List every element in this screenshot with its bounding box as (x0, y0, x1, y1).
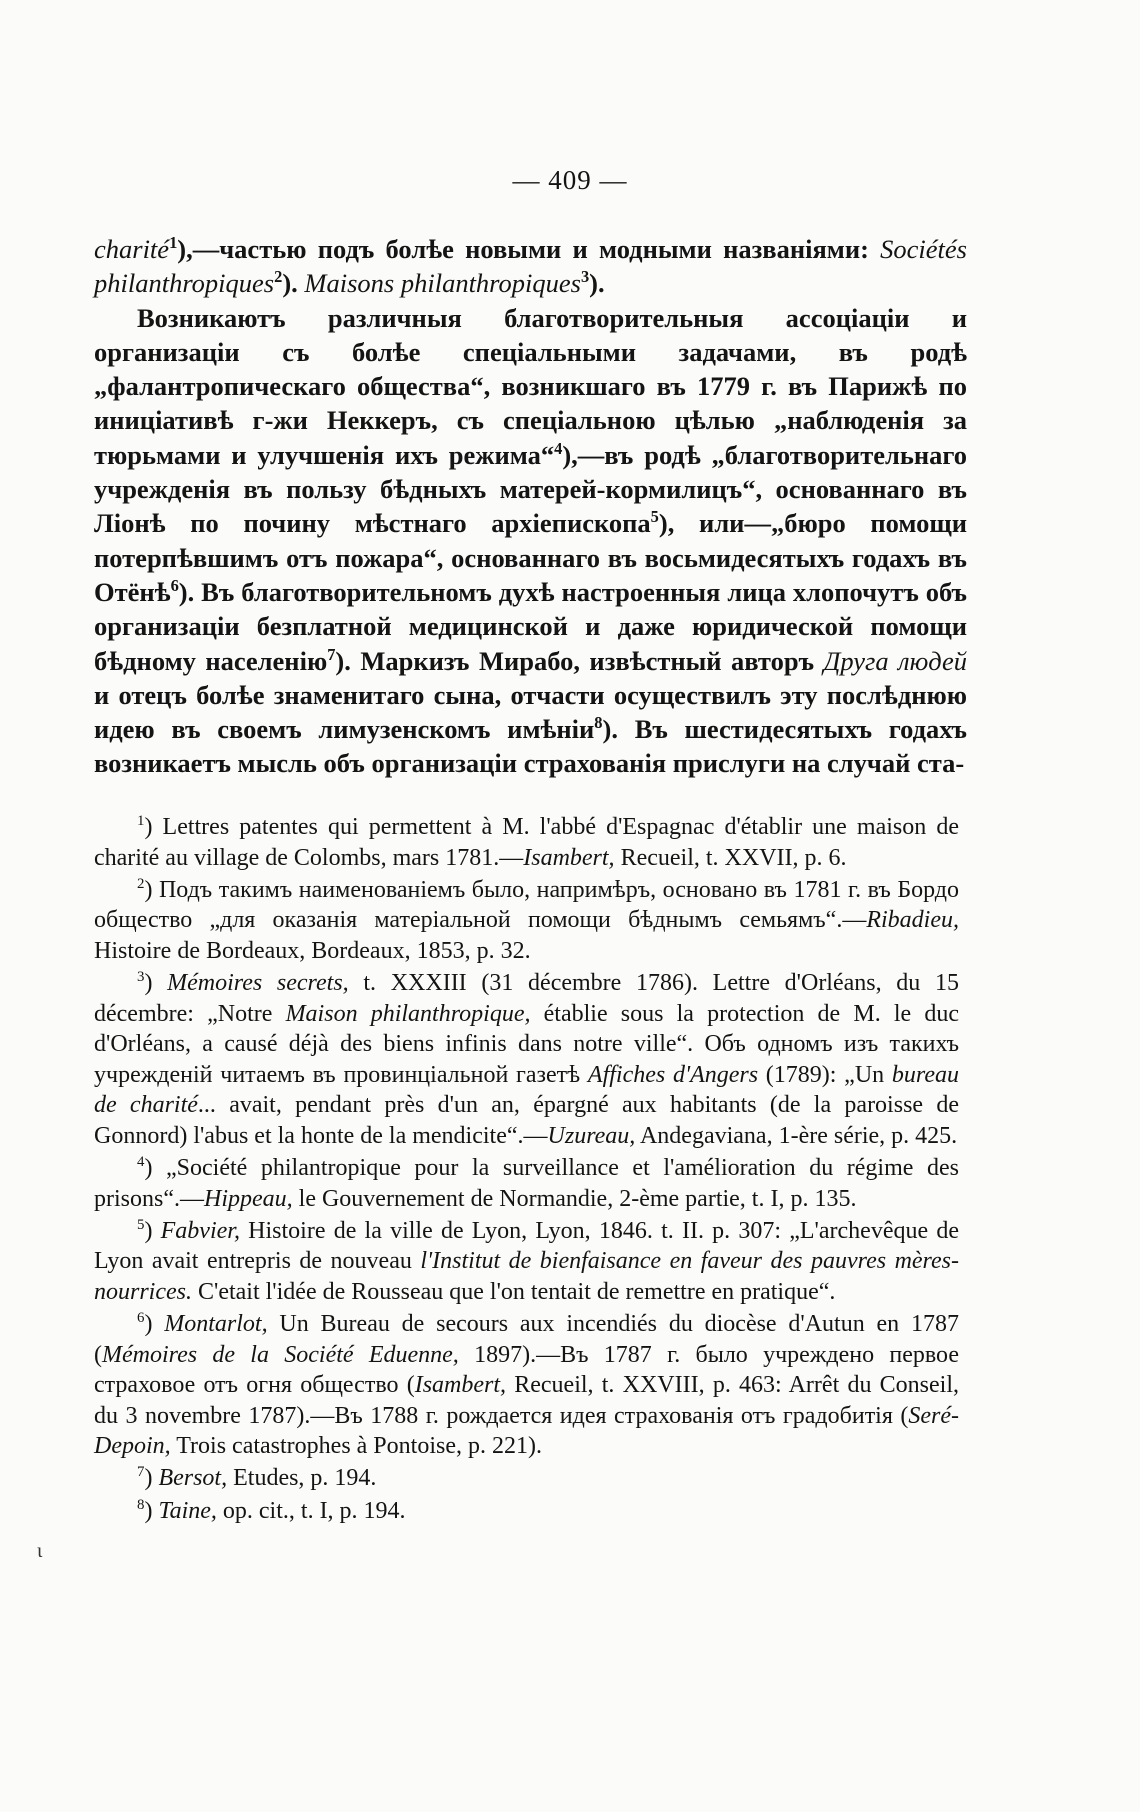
footnote-4: $^4$) „Société philantropique pour la surveillance et l'amélioration du régime des prisons“.—Hippeau, le Gouvernement de Normandie, 2-ème partie, t. I, p. 135. (94, 1154, 959, 1212)
footnote-1: $^1$) Lettres patentes qui permettent à M. l'abbé d'Espagnac d'établir une maison de charité au village de Colombs, mars 1781.—Isambert, Recueil, t. XXVII, p. 6. (94, 813, 959, 871)
footnote-ref: 5 (650, 507, 659, 527)
footnote-ref: 3 (580, 267, 590, 287)
main-text (94, 232, 967, 781)
paragraph-continued: charité$^1$),—частью подъ болѣе новыми и модными названіями: Sociétés philanthropiques$^2$). Maisons philanthropiques$^3$). (94, 233, 967, 299)
footnote-7: $^7$) Bersot, Etudes, p. 194. (137, 1464, 377, 1492)
footnote-8: $^8$) Taine, op. cit., t. I, p. 194. (137, 1496, 406, 1524)
footnote-3: $^3$) Mémoires secrets, t. XXXIII (31 décembre 1786). Lettre d'Orléans, du 15 décembre: „Notre Maison philanthropique, établie sous la protection de M. le duc d'Orléans, a causé déjà des biens infinis dans notre ville“. Объ одномъ изъ такихъ учрежденій читаемъ въ провинціальной газетѣ Affiches d'Angers (1789): „Un bureau de charité... avait, pendant près d'un an, épargné aux habitants (de la paroisse de Gonnord) l'abus et la honte de la mendicite“.—Uzureau, Andegaviana, 1-ère série, p. 425. (94, 968, 960, 1149)
footnote-ref: 2 (274, 267, 283, 287)
footnote-5: $^5$) Fabvier, Histoire de la ville de Lyon, Lyon, 1846. t. II. p. 307: „L'archevêque de Lyon avait entrepris de nouveau l'Institut de bienfaisance en faveur des pauvres mères-nourrices. C'etait l'idée de Rousseau que l'on tentait de remettre en pratique“. (94, 1216, 959, 1305)
footnote-ref: 8 (594, 713, 603, 733)
footnote-6: $^6$) Montarlot, Un Bureau de secours aux incendiés du diocèse d'Autun en 1787 (Mémoires de la Société Eduenne, 1897).—Въ 1787 г. было учреждено первое страховое отъ огня общество (Isambert, Recueil, t. XXVIII, p. 463: Arrêt du Conseil, du 3 novembre 1787).—Въ 1788 г. рождается идея страхованія отъ градобитія (Seré-Depoin, Trois catastrophes à Pontoise, p. 221). (94, 1310, 959, 1460)
paragraph: Возникаютъ различныя благотворительныя ассоціаціи и организаціи съ болѣе спеціальными задачами, въ родѣ „фалантропическаго общества“, возникшаго въ 1779 г. въ Парижѣ по иниціативѣ г-жи Неккеръ, съ спеціальною цѣлью „наблюденія за тюрьмами и улучшенія ихъ режима“$^4$),—въ родѣ „благотворительнаго учрежденія въ пользу бѣдныхъ матерей-кормилицъ“, основаннаго въ Ліонѣ по почину мѣстнаго архіепископа$^5$), или—„бюро помощи потерпѣвшимъ отъ пожара“, основаннаго въ восьмидесятыхъ годахъ въ Отёнѣ$^6$). Въ благотворительномъ духѣ настроенныя лица хлопочутъ объ организаціи безплатной медицинской и даже юридической помощи бѣдному населенію$^7$). Маркизъ Мирабо, извѣстный авторъ Друга людей и отецъ болѣе знаменитаго сына, отчасти осуществилъ эту послѣднюю идею въ своемъ лимузенскомъ имѣніи$^8$). Въ шестидесятыхъ годахъ возникаетъ мысль объ организаціи страхованія прислуги на случай ста- (94, 302, 968, 779)
footnote-ref: 4 (554, 438, 563, 458)
footnote-2: $^2$) Подъ такимъ наименованіемъ было, напримѣръ, основано въ 1781 г. въ Бордо общество „для оказанія матеріальной помощи бѣднымъ семьямъ“.—Ribadieu, Histoire de Bordeaux, Bordeaux, 1853, p. 32. (94, 875, 959, 964)
footnote-ref: 6 (170, 576, 179, 596)
margin-mark: ι (37, 1540, 43, 1562)
footnote-ref: 1 (169, 233, 178, 253)
footnote-ref: 7 (327, 644, 336, 664)
footnotes (94, 812, 959, 1528)
page-number: — 409 — (512, 165, 628, 195)
